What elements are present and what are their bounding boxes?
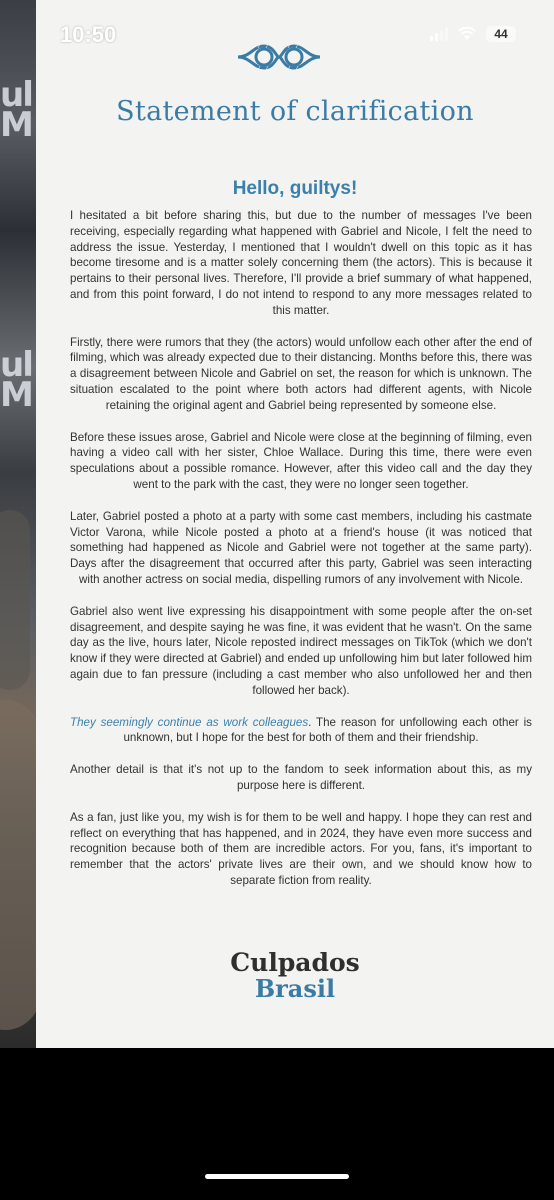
paragraph-6-rest: . The reason for unfollowing each other is unknown, but I hope for the best for both of them and their friendship. — [123, 715, 532, 745]
brand-line-2: Brasil — [254, 974, 336, 1003]
paragraph-4: Later, Gabriel posted a photo at a party with some cast members, including his castmate Victor Varona, while Nicole posted a photo at a friend's house (it was noticed that something had happened as Nicole and Gabriel were not together at the same party). Days after the disagreement that occurred after this party, Gabriel was seen interacting with another actress on social media, dispelling rumors of any involvement with Nicole. — [70, 509, 532, 586]
photo-blur-text-top: ul M — [0, 75, 32, 145]
photo-blur-text-mid: ul M — [0, 345, 32, 415]
background-photo — [0, 0, 36, 1048]
paragraph-6 — [70, 715, 532, 747]
paragraph-1: I hesitated a bit before sharing this, but due to the number of messages I've been receiving, especially regarding what happened with Gabriel and Nicole, I felt the need to address the issue. Yesterday, I mentioned that I wouldn't dwell on this topic as it has become tiresome and is a matter solely concerning them (the actors). This is because it pertains to their personal lives. Therefore, I'll provide a brief summary of what happened, and from this point forward, I do not intend to respond to any more messages related to this matter. — [70, 209, 532, 317]
statement-title: Statement of clarification — [116, 96, 474, 127]
knot-logo — [236, 40, 322, 74]
home-indicator[interactable] — [205, 1174, 349, 1179]
photo-figure — [0, 510, 30, 690]
statement-body — [70, 208, 532, 889]
battery-icon: 44 — [486, 26, 516, 42]
paragraph-8: As a fan, just like you, my wish is for them to be well and happy. I hope they can rest and reflect on everything that has happened, and in 2024, they have even more success and recognition because both of them are incredible actors. For you, fans, it's important to remember that the actors' private lives are their own, and we should know how to separate fiction from reality. — [70, 810, 532, 887]
photo-shoulder — [0, 700, 36, 1030]
status-time: 10:50 — [60, 22, 117, 47]
paragraph-2: Firstly, there were rumors that they (the actors) would unfollow each other after the end of filming, which was already expected due to their distancing. Months before this, there was a disagreement between Nicole and Gabriel on set, the reason for which is unknown. The situation escalated to the point where both actors had different agents, with Nicole retaining the original agent and Gabriel being represented by someone else. — [70, 335, 532, 412]
paragraph-5: Gabriel also went live expressing his disappointment with some people after the on-set disagreement, and despite saying he was fine, it was evident that he wasn't. On the same day as the live, hours later, Nicole reposted indirect messages on TikTok (which we don't know if they were directed at Gabriel) and ended up unfollowing him but later followed him again due to fan pressure (including a cast member who also unfollowed her and then followed her back). — [70, 604, 532, 697]
colleagues-highlight: They seemingly continue as work colleagues — [70, 715, 309, 729]
brand-line-1: Culpados — [230, 948, 360, 977]
paragraph-7: Another detail is that it's not up to the fandom to seek information about this, as my purpose here is different. — [70, 763, 532, 792]
greeting-heading: Hello, guiltys! — [232, 178, 358, 199]
culpados-brasil-logo — [36, 950, 554, 1002]
paragraph-3: Before these issues arose, Gabriel and Nicole were close at the beginning of filming, even having a video call with her sister, Chloe Wallace. During this time, there were even speculations about a possible romance. However, after this video call and the day they went to the park with the cast, they were no longer seen together. — [70, 430, 532, 491]
